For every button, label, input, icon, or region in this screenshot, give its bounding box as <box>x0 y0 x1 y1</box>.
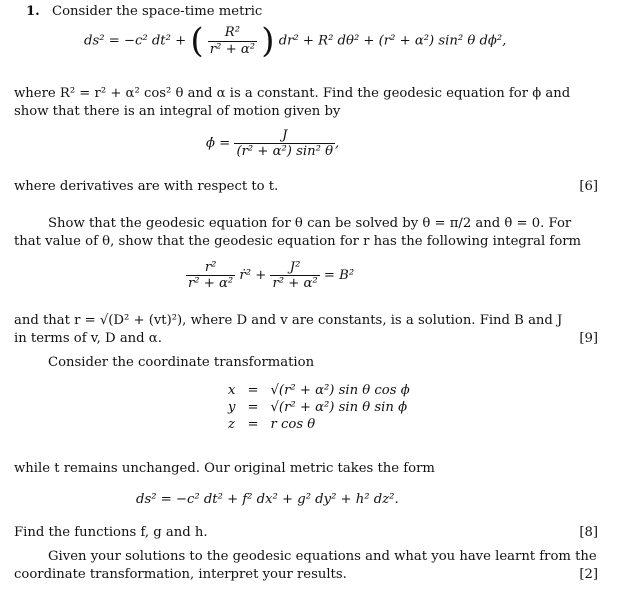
coord-row-y <box>222 399 416 416</box>
integral-form-equation <box>186 260 354 291</box>
metric-equation-2: ds² = −c² dt² + f² dx² + g² dy² + h² dz². <box>136 492 399 507</box>
coord-z-rhs: r cos θ <box>270 417 316 432</box>
coord-y-eq: = <box>247 400 259 415</box>
mark-2: [2] <box>579 567 598 582</box>
metric1-denominator: r² + α² <box>209 41 256 57</box>
integral-numerator-2: J² <box>289 260 301 275</box>
coord-x-lhs: x <box>228 383 236 398</box>
coordinate-transformation <box>222 382 416 433</box>
paragraph-1-line-2: show that there is an integral of motion given by <box>14 104 341 119</box>
coord-x-eq: = <box>247 383 259 398</box>
paragraph-7-line-1: Given your solutions to the geodesic equations and what you have learnt from the <box>48 549 597 564</box>
integral-fraction-2 <box>270 260 319 291</box>
paragraph-3-line-2: in terms of v, D and α. <box>14 331 162 346</box>
paragraph-7-line-2: coordinate transformation, interpret your results. <box>14 567 347 582</box>
integral-numerator-1: r² <box>204 260 217 275</box>
right-paren: ) <box>261 21 275 61</box>
coord-x-rhs: √(r² + α²) sin θ cos ϕ <box>270 383 410 398</box>
metric1-fraction <box>208 25 257 56</box>
coord-z-lhs: z <box>228 417 235 432</box>
metric1-rest: dr² + R² dθ² + (r² + α²) sin² θ dϕ², <box>278 33 507 49</box>
integral-middle: ṙ² + <box>239 268 267 284</box>
integral-denominator-2: r² + α² <box>272 276 318 292</box>
mark-6: [6] <box>579 179 598 194</box>
coord-y-rhs: √(r² + α²) sin θ sin ϕ <box>270 400 408 415</box>
integral-fraction-1 <box>186 260 235 291</box>
left-paren: ( <box>190 21 204 61</box>
paragraph-4: Consider the coordinate transformation <box>48 355 315 370</box>
mark-8: [8] <box>579 525 598 540</box>
phi-dot-denominator: (r² + α²) sin² θ <box>236 144 334 160</box>
phi-dot-equation <box>206 128 339 159</box>
question-number: 1. <box>26 4 40 19</box>
paragraph-1-line-3: where derivatives are with respect to t. <box>14 179 279 194</box>
phi-dot-numerator: J <box>282 128 288 143</box>
coord-z-eq: = <box>247 417 259 432</box>
metric1-numerator: R² <box>224 25 241 41</box>
metric-equation-1 <box>84 21 507 61</box>
phi-dot-tail: , <box>335 136 340 152</box>
mark-9: [9] <box>579 331 598 346</box>
coord-row-x <box>222 382 416 399</box>
paragraph-6: Find the functions f, g and h. <box>14 525 208 540</box>
coord-y-lhs: y <box>228 400 236 415</box>
paragraph-2-line-2: that value of θ, show that the geodesic equation for r has the following integral form <box>14 234 582 249</box>
question-intro: Consider the space-time metric <box>52 4 263 19</box>
integral-rhs: = B² <box>323 268 355 284</box>
paragraph-1-line-1: where R² = r² + α² cos² θ and α is a constant. Find the geodesic equation for ϕ and <box>14 86 571 101</box>
phi-dot-fraction <box>234 128 335 159</box>
coord-row-z <box>222 416 416 433</box>
metric1-lhs: ds² = −c² dt² + <box>84 33 187 49</box>
integral-denominator-1: r² + α² <box>188 276 234 292</box>
paragraph-2-line-1: Show that the geodesic equation for θ can be solved by θ = π/2 and θ̇ = 0. For <box>48 216 572 231</box>
paragraph-3-line-1: and that r = √(D² + (vt)²), where D and v are constants, is a solution. Find B and J <box>14 313 563 328</box>
phi-dot-lhs: ϕ̇ = <box>206 136 231 152</box>
paragraph-5: while t remains unchanged. Our original metric takes the form <box>14 461 435 476</box>
